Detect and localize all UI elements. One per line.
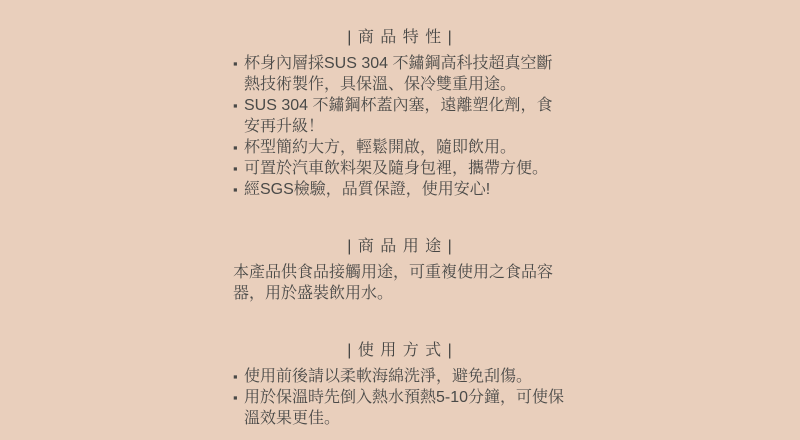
feature-text: 可置於汽車飲料架及隨身包裡，攜帶方便。 [244, 160, 549, 177]
list-item [233, 95, 567, 137]
instruction-text: 使用前後請以柔軟海綿洗淨，避免刮傷。 [244, 368, 533, 385]
feature-text: 經SGS檢驗，品質保證，使用安心! [244, 181, 491, 198]
section-product-usage [233, 236, 567, 304]
list-item [233, 387, 567, 429]
instruction-text: 用於保溫時先倒入熱水預熱5-10分鐘，可使保溫效果更佳。 [244, 389, 565, 427]
product-usage-heading: | 商 品 用 途 | [347, 238, 453, 255]
list-item [233, 137, 567, 158]
bullet-icon: ▪ [233, 161, 238, 176]
product-description-content [233, 0, 567, 429]
bullet-icon: ▪ [233, 182, 238, 197]
bullet-icon: ▪ [233, 369, 238, 384]
list-item [233, 179, 567, 200]
bullet-icon: ▪ [233, 390, 238, 405]
section-product-features [233, 27, 567, 200]
bullet-icon: ▪ [233, 140, 238, 155]
bullet-icon: ▪ [233, 98, 238, 113]
bullet-icon: ▪ [233, 56, 238, 71]
list-item [233, 53, 567, 95]
usage-instructions-heading: | 使 用 方 式 | [347, 342, 453, 359]
section-usage-instructions [233, 340, 567, 429]
usage-instructions-list [233, 366, 567, 429]
feature-text: SUS 304 不鏽鋼杯蓋內塞，遠離塑化劑，食安再升級！ [244, 97, 553, 135]
product-features-heading: | 商 品 特 性 | [347, 29, 453, 46]
list-item [233, 366, 567, 387]
product-features-list [233, 53, 567, 200]
product-usage-text: 本產品供食品接觸用途，可重複使用之食品容器，用於盛裝飲用水。 [233, 264, 554, 302]
feature-text: 杯型簡約大方，輕鬆開啟，隨即飲用。 [244, 139, 517, 156]
list-item [233, 158, 567, 179]
feature-text: 杯身內層採SUS 304 不鏽鋼高科技超真空斷熱技術製作，具保溫、保冷雙重用途。 [244, 55, 553, 93]
